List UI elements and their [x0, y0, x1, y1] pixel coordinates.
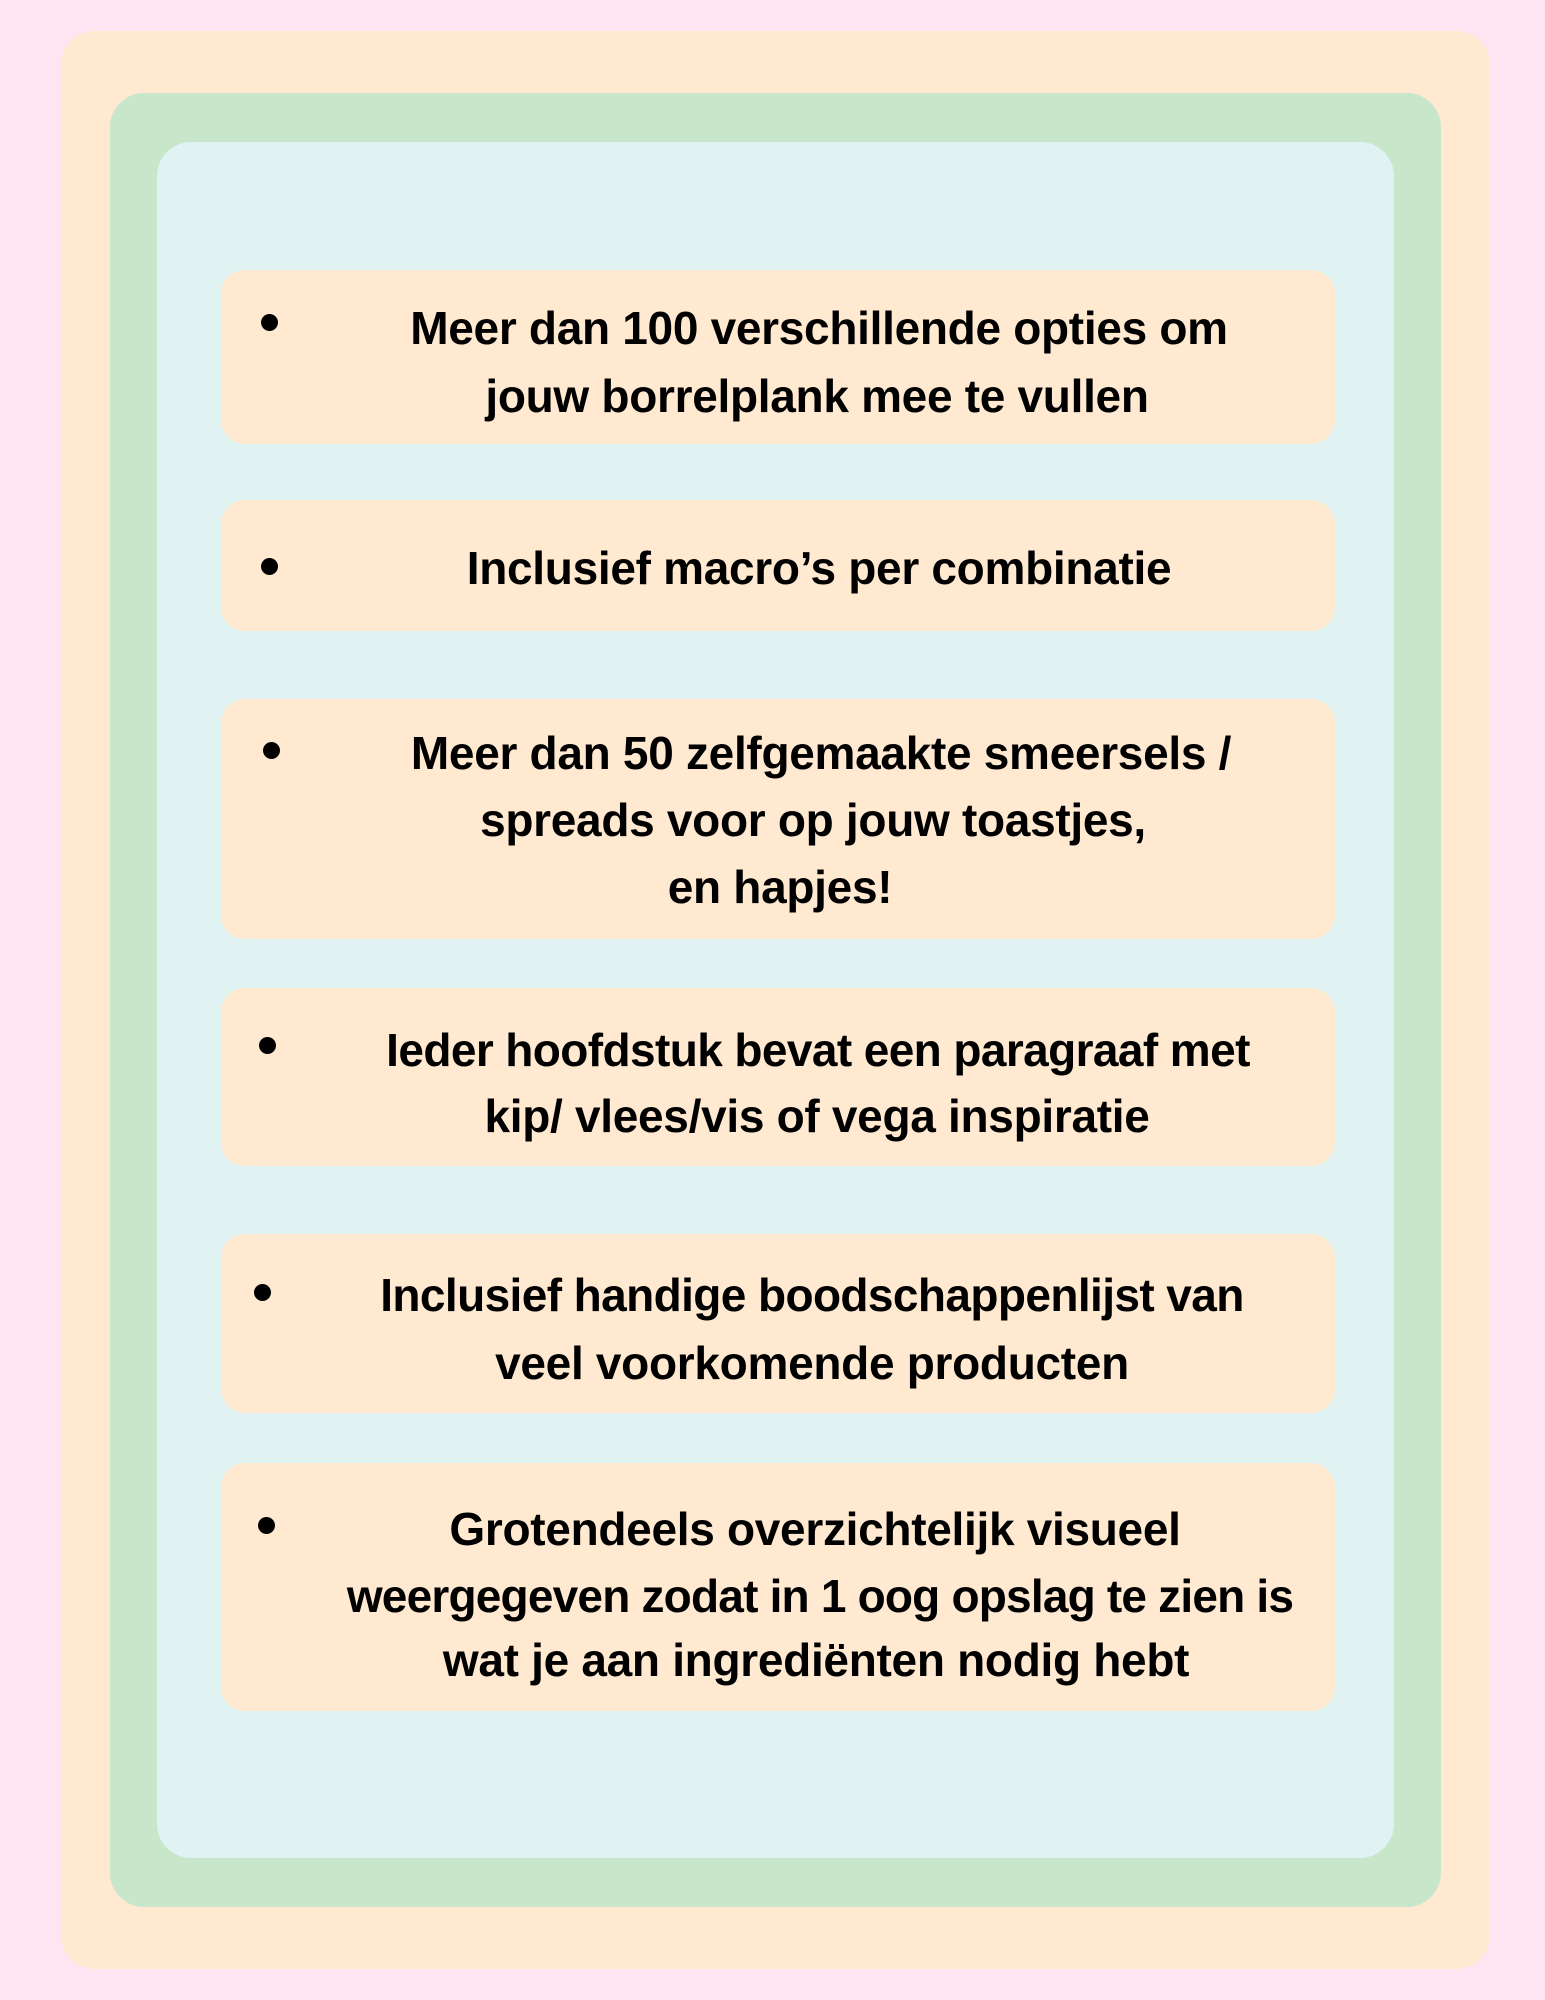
feature-4-line-2: kip/ vlees/vis of vega inspiratie: [484, 1090, 1150, 1142]
feature-6-line-3: wat je aan ingrediënten nodig hebt: [442, 1634, 1190, 1686]
feature-2-line-1: Inclusief macro’s per combinatie: [466, 542, 1172, 594]
feature-6-line-2: weergegeven zodat in 1 oog opslag te zien is: [346, 1570, 1294, 1622]
feature-5-line-2: veel voorkomende producten: [495, 1337, 1129, 1389]
bullet-icon: [261, 314, 278, 331]
feature-1-line-1: Meer dan 100 verschillende opties om: [410, 302, 1228, 354]
bullet-icon: [263, 742, 280, 759]
feature-3-line-3: en hapjes!: [667, 861, 893, 913]
bullet-icon: [259, 1037, 276, 1054]
feature-1-line-2: jouw borrelplank mee te vullen: [485, 370, 1149, 422]
feature-3-line-1: Meer dan 50 zelfgemaakte smeersels /: [410, 727, 1232, 779]
feature-5-line-1: Inclusief handige boodschappenlijst van: [380, 1269, 1244, 1321]
feature-3-line-2: spreads voor op jouw toastjes,: [480, 794, 1146, 846]
bullet-icon: [258, 1517, 275, 1534]
bullet-icon: [261, 558, 278, 575]
feature-4-line-1: Ieder hoofdstuk bevat een paragraaf met: [386, 1024, 1250, 1076]
bullet-icon: [254, 1284, 271, 1301]
feature-6-line-1: Grotendeels overzichtelijk visueel: [449, 1503, 1181, 1555]
